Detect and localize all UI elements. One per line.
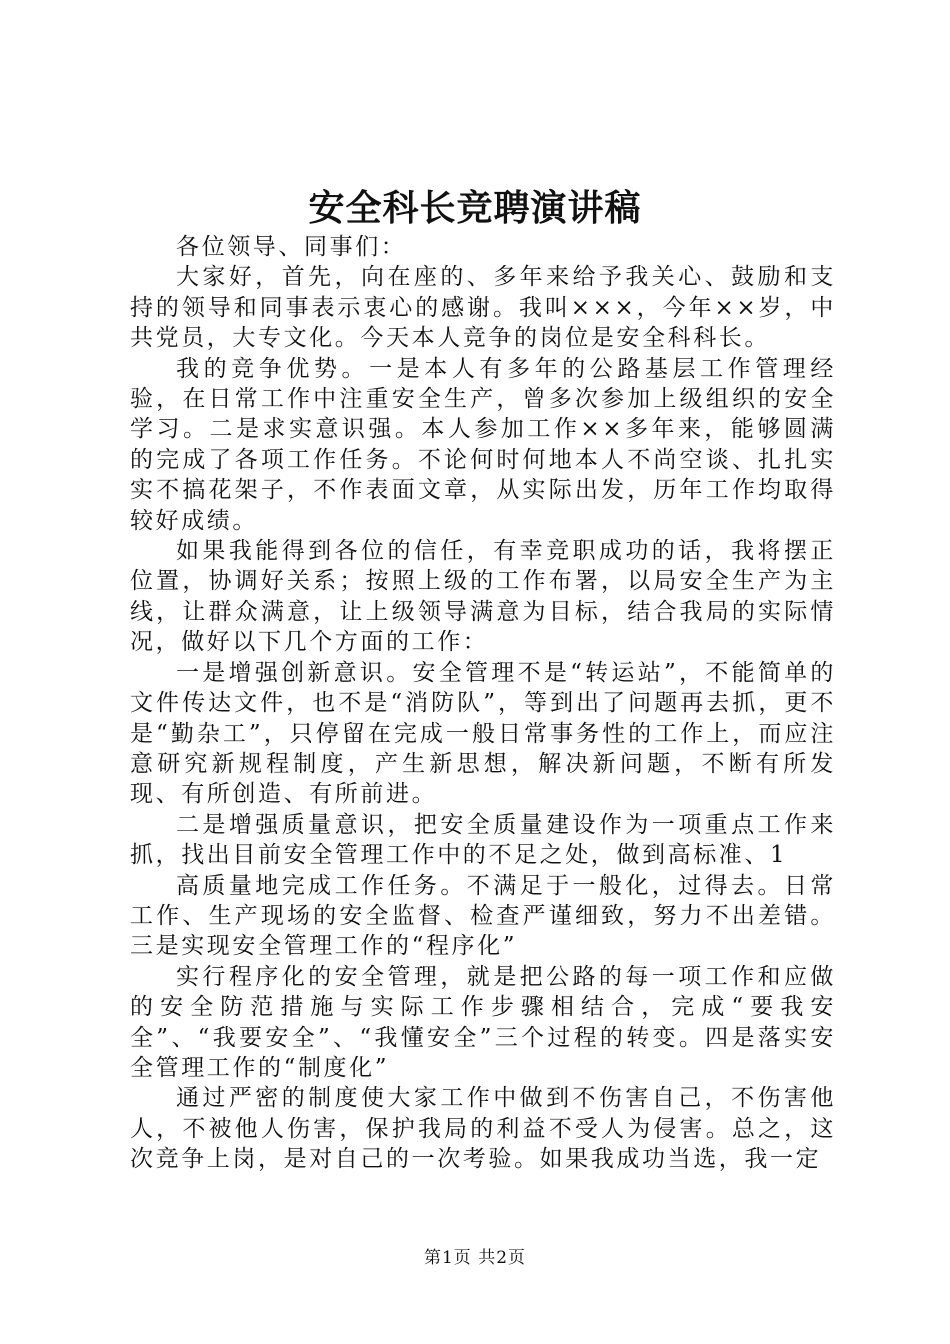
body-paragraph: 我的竞争优势。一是本人有多年的公路基层工作管理经验，在日常工作中注重安全生产，曾多次参加上级组织的安全学习。二是求实意识强。本人参加工作××多年来，能够圆满的完成了各项工作任务。不论何时何地本人不尚空谈、扎扎实实不搞花架子，不作表面文章，从实际出发，历年工作均取得较好成绩。 bbox=[130, 355, 836, 534]
body-paragraph: 二是增强质量意识，把安全质量建设作为一项重点工作来抓，找出目前安全管理工作中的不足之处，做到高标准、1 bbox=[130, 811, 836, 869]
body-paragraph: 高质量地完成工作任务。不满足于一般化，过得去。日常工作、生产现场的安全监督、检查严谨细致，努力不出差错。三是实现安全管理工作的“程序化” bbox=[130, 872, 836, 960]
greeting-paragraph: 各位领导、同事们： bbox=[176, 234, 407, 260]
body-paragraph: 如果我能得到各位的信任，有幸竞职成功的话，我将摆正位置，协调好关系；按照上级的工作布署，以局安全生产为主线，让群众满意，让上级领导满意为目标，结合我局的实际情况，做好以下几个方面的工作： bbox=[130, 538, 836, 656]
body-paragraph: 通过严密的制度使大家工作中做到不伤害自己，不伤害他人，不被他人伤害，保护我局的利益不受人为侵害。总之，这次竞争上岗，是对自己的一次考验。如果我成功当选，我一定 bbox=[130, 1085, 836, 1173]
document-title: 安全科长竞聘演讲稿 bbox=[308, 187, 642, 229]
document-body bbox=[130, 232, 836, 1175]
page-footer: 第1页 共2页 bbox=[423, 1248, 527, 1268]
body-paragraph: 大家好，首先，向在座的、多年来给予我关心、鼓励和支持的领导和同事表示衷心的感谢。我叫×××，今年××岁，中共党员，大专文化。今天本人竞争的岗位是安全科科长。 bbox=[130, 264, 836, 352]
body-paragraph: 一是增强创新意识。安全管理不是“转运站”，不能简单的文件传达文件，也不是“消防队”，等到出了问题再去抓，更不是“勤杂工”，只停留在完成一般日常事务性的工作上，而应注意研究新规程制度，产生新思想，解决新问题，不断有所发现、有所创造、有所前进。 bbox=[130, 659, 836, 808]
body-paragraph: 实行程序化的安全管理，就是把公路的每一项工作和应做的安全防范措施与实际工作步骤相结合，完成“要我安全”、“我要安全”、“我懂安全”三个过程的转变。四是落实安全管理工作的“制度化” bbox=[130, 963, 836, 1081]
